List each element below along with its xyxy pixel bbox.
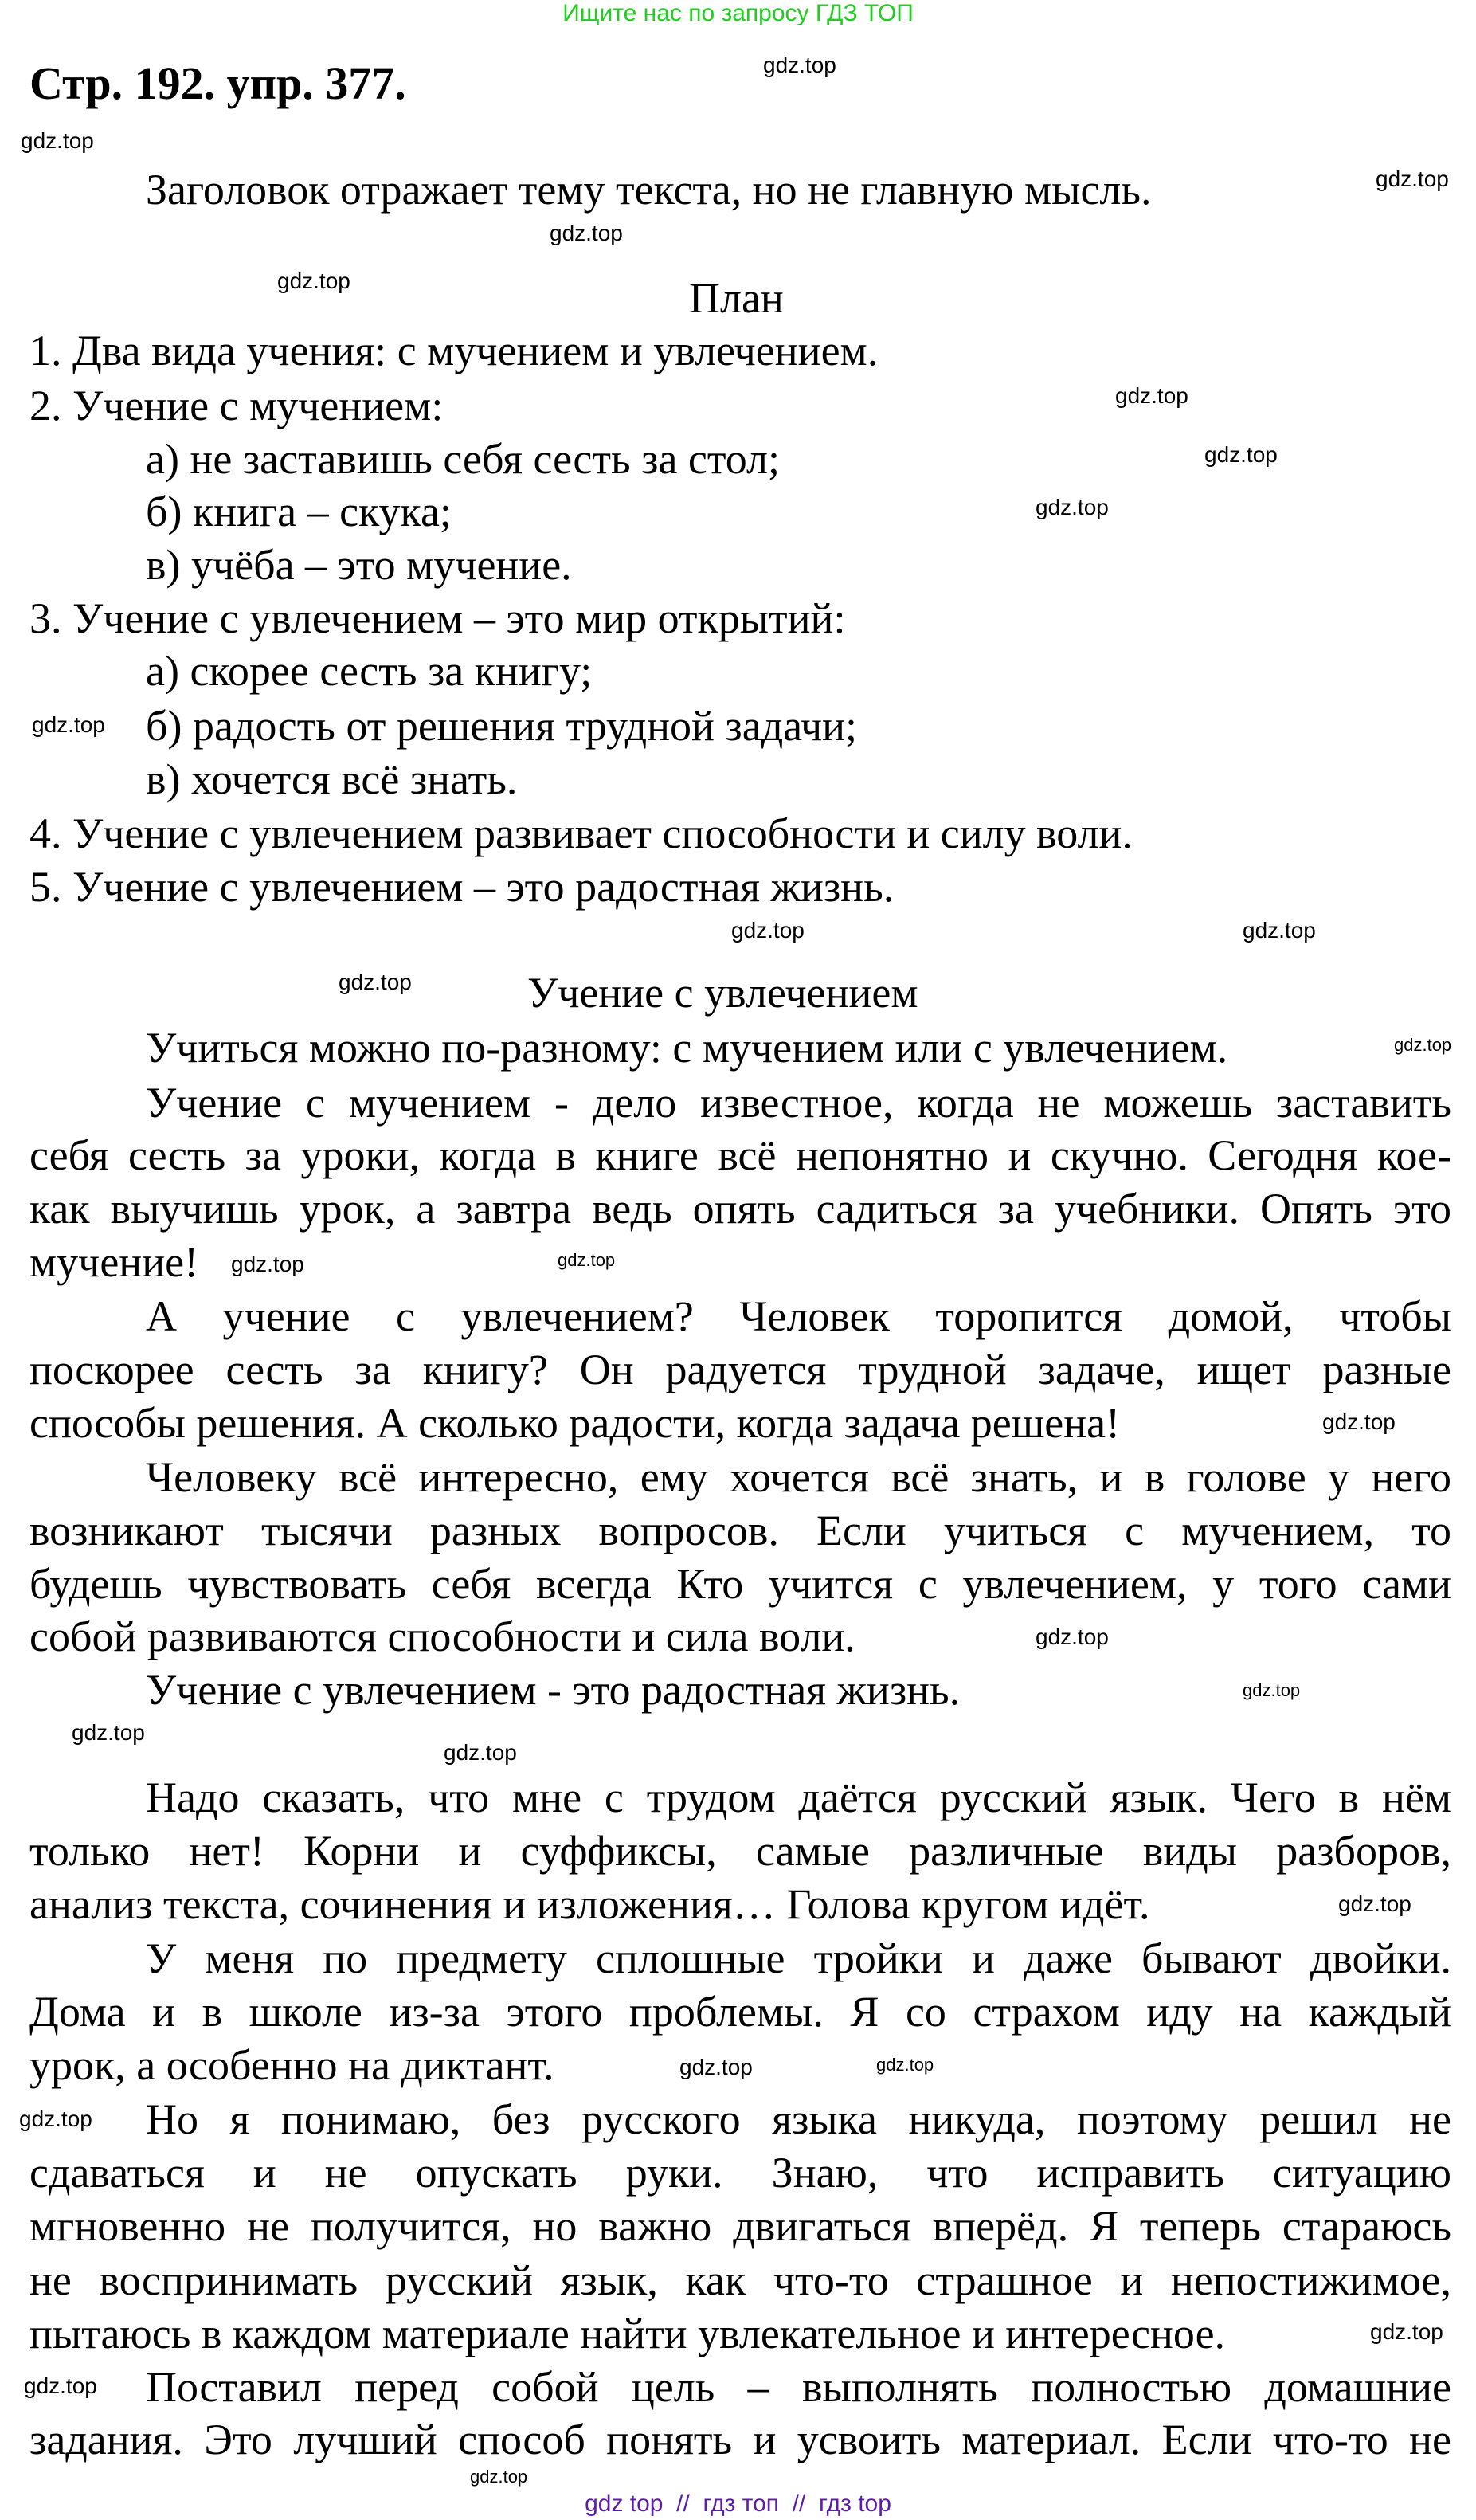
line-text: б) радость от решения трудной задачи; [146,702,858,750]
watermark: gdz.top [1338,1891,1411,1916]
line-text: урок, а особенно на диктант. [29,2041,554,2089]
line-text: 1. Два вида учения: с мучением и увлечением. [29,327,879,374]
watermark: gdz.top [72,1720,145,1745]
line-text: Заголовок отражает тему текста, но не главную мысль. [146,166,1152,214]
plan-heading: План [689,274,784,322]
line-text: задания. Это лучший способ понять и усвоить материал. Если что-то не [29,2416,1451,2463]
line-text: Человеку всё интересно, ему хочется всё знать, и в голове у него [146,1453,1451,1501]
watermark: gdz.top [21,128,94,153]
watermark: gdz.top [1036,1624,1109,1649]
watermark: gdz.top [550,221,623,245]
line-text: Но я понимаю, без русского языка никуда, поэтому решил не [146,2095,1451,2143]
line-text: Учение с увлечением - это радостная жизнь. [146,1666,961,1714]
watermark: gdz.top [1394,1035,1452,1055]
line-text: а) скорее сесть за книгу; [146,647,593,695]
line-text: как выучишь урок, а завтра ведь опять садиться за учебники. Опять это [29,1185,1451,1233]
line-text: 4. Учение с увлечением развивает способности и силу воли. [29,809,1133,857]
line-text: собой развиваются способности и сила воли. [29,1613,855,1660]
essay-line [29,2202,1451,2250]
line-text: Поставил перед собой цель – выполнять полностью домашние [146,2363,1451,2411]
line-text: в) учёба – это мучение. [146,541,572,589]
line-text: мгновенно не получится, но важно двигаться вперёд. Я теперь стараюсь [29,2202,1451,2250]
line-text: анализ текста, сочинения и изложения… Голова кругом идёт. [29,1880,1150,1928]
line-text: а) не заставишь себя сесть за стол; [146,435,780,483]
search-banner-link[interactable]: Ищите нас по запросу ГДЗ ТОП [562,0,914,26]
plan-subitem [146,702,1451,750]
page-title: Стр. 192. упр. 377. [29,57,406,109]
plan-item [29,382,1451,429]
essay-line [146,2095,1451,2143]
line-text: 3. Учение с увлечением – это мир открытий: [29,594,846,642]
essay-line [146,2363,1451,2411]
footer-links[interactable]: gdz top // гдз топ // гдз top [585,2491,891,2517]
essay-line [146,1024,1451,1072]
line-text: пытаюсь в каждом материале найти увлекательное и интересное. [29,2310,1226,2357]
essay-line [29,1507,1451,1554]
essay-line [29,1399,1451,1447]
essay-line [29,1827,1451,1875]
watermark: gdz.top [1036,495,1109,519]
line-text: будешь чувствовать себя всегда Кто учится с увлечением, у того сами [29,1560,1451,1608]
line-text: поскорее сесть за книгу? Он радуется трудной задаче, ищет разные [29,1346,1451,1393]
line-text: способы решения. А сколько радости, когда задача решена! [29,1399,1121,1447]
plan-item [29,809,1451,857]
line-text: мучение! [29,1238,199,1286]
watermark: gdz.top [470,2467,528,2487]
essay-line [29,1880,1451,1928]
watermark: gdz.top [339,970,412,994]
plan-item [29,327,1451,374]
plan-subitem [146,755,1451,803]
line-text: Учиться можно по-разному: с мучением или с увлечением. [146,1024,1228,1072]
watermark: gdz.top [1243,918,1316,943]
essay-line [146,1292,1451,1340]
line-text: 5. Учение с увлечением – это радостная жизнь. [29,863,895,911]
essay-line [146,1079,1451,1127]
watermark: gdz.top [32,712,105,737]
watermark: gdz.top [1115,383,1188,408]
line-text: Учение с мучением - дело известное, когда не можешь заставить [146,1079,1451,1127]
line-text: в) хочется всё знать. [146,755,518,803]
watermark: gdz.top [231,1252,304,1276]
line-text: только нет! Корни и суффиксы, самые различные виды разборов, [29,1827,1451,1875]
essay-line [146,1773,1451,1821]
essay-line [29,1613,1451,1660]
watermark: gdz.top [444,1740,517,1765]
essay-line [29,1185,1451,1233]
plan-item [29,594,1451,642]
watermark: gdz.top [24,2373,97,2398]
intro-text [146,166,1451,214]
plan-subitem [146,488,1451,535]
watermark: gdz.top [1204,442,1278,467]
essay-line [29,1988,1451,2036]
watermark: gdz.top [763,53,836,77]
essay-line [29,2416,1451,2463]
plan-subitem [146,541,1451,589]
essay-line [146,1934,1451,1982]
essay-line [29,2310,1451,2357]
essay-line [29,1346,1451,1393]
essay-line [29,2149,1451,2197]
plan-item [29,863,1451,911]
watermark: gdz.top [558,1250,616,1270]
watermark: gdz.top [1243,1680,1301,1700]
line-text: б) книга – скука; [146,488,452,535]
line-text: Дома и в школе из-за этого проблемы. Я со страхом иду на каждый [29,1988,1451,2036]
watermark: gdz.top [1370,2319,1443,2344]
line-text: Надо сказать, что мне с трудом даётся русский язык. Чего в нём [146,1773,1451,1821]
watermark: gdz.top [679,2055,753,2079]
essay-line [29,2256,1451,2304]
watermark: gdz.top [1322,1409,1396,1434]
watermark: gdz.top [1376,167,1449,191]
watermark: gdz.top [277,268,350,293]
watermark: gdz.top [876,2055,934,2075]
line-text: У меня по предмету сплошные тройки и даже бывают двойки. [146,1934,1451,1982]
watermark: gdz.top [19,2107,92,2131]
line-text: возникают тысячи разных вопросов. Если учиться с мучением, то [29,1507,1451,1554]
plan-subitem [146,647,1451,695]
line-text: не воспринимать русский язык, как что-то страшное и непостижимое, [29,2256,1451,2304]
essay-heading: Учение с увлечением [527,969,918,1017]
line-text: себя сесть за уроки, когда в книге всё непонятно и скучно. Сегодня кое- [29,1131,1451,1179]
essay-line [146,1453,1451,1501]
line-text: 2. Учение с мучением: [29,382,444,429]
essay-line [29,1560,1451,1608]
line-text: А учение с увлечением? Человек торопится домой, чтобы [146,1292,1451,1340]
line-text: сдаваться и не опускать руки. Знаю, что исправить ситуацию [29,2149,1451,2197]
watermark: gdz.top [731,918,805,943]
essay-line [29,1131,1451,1179]
